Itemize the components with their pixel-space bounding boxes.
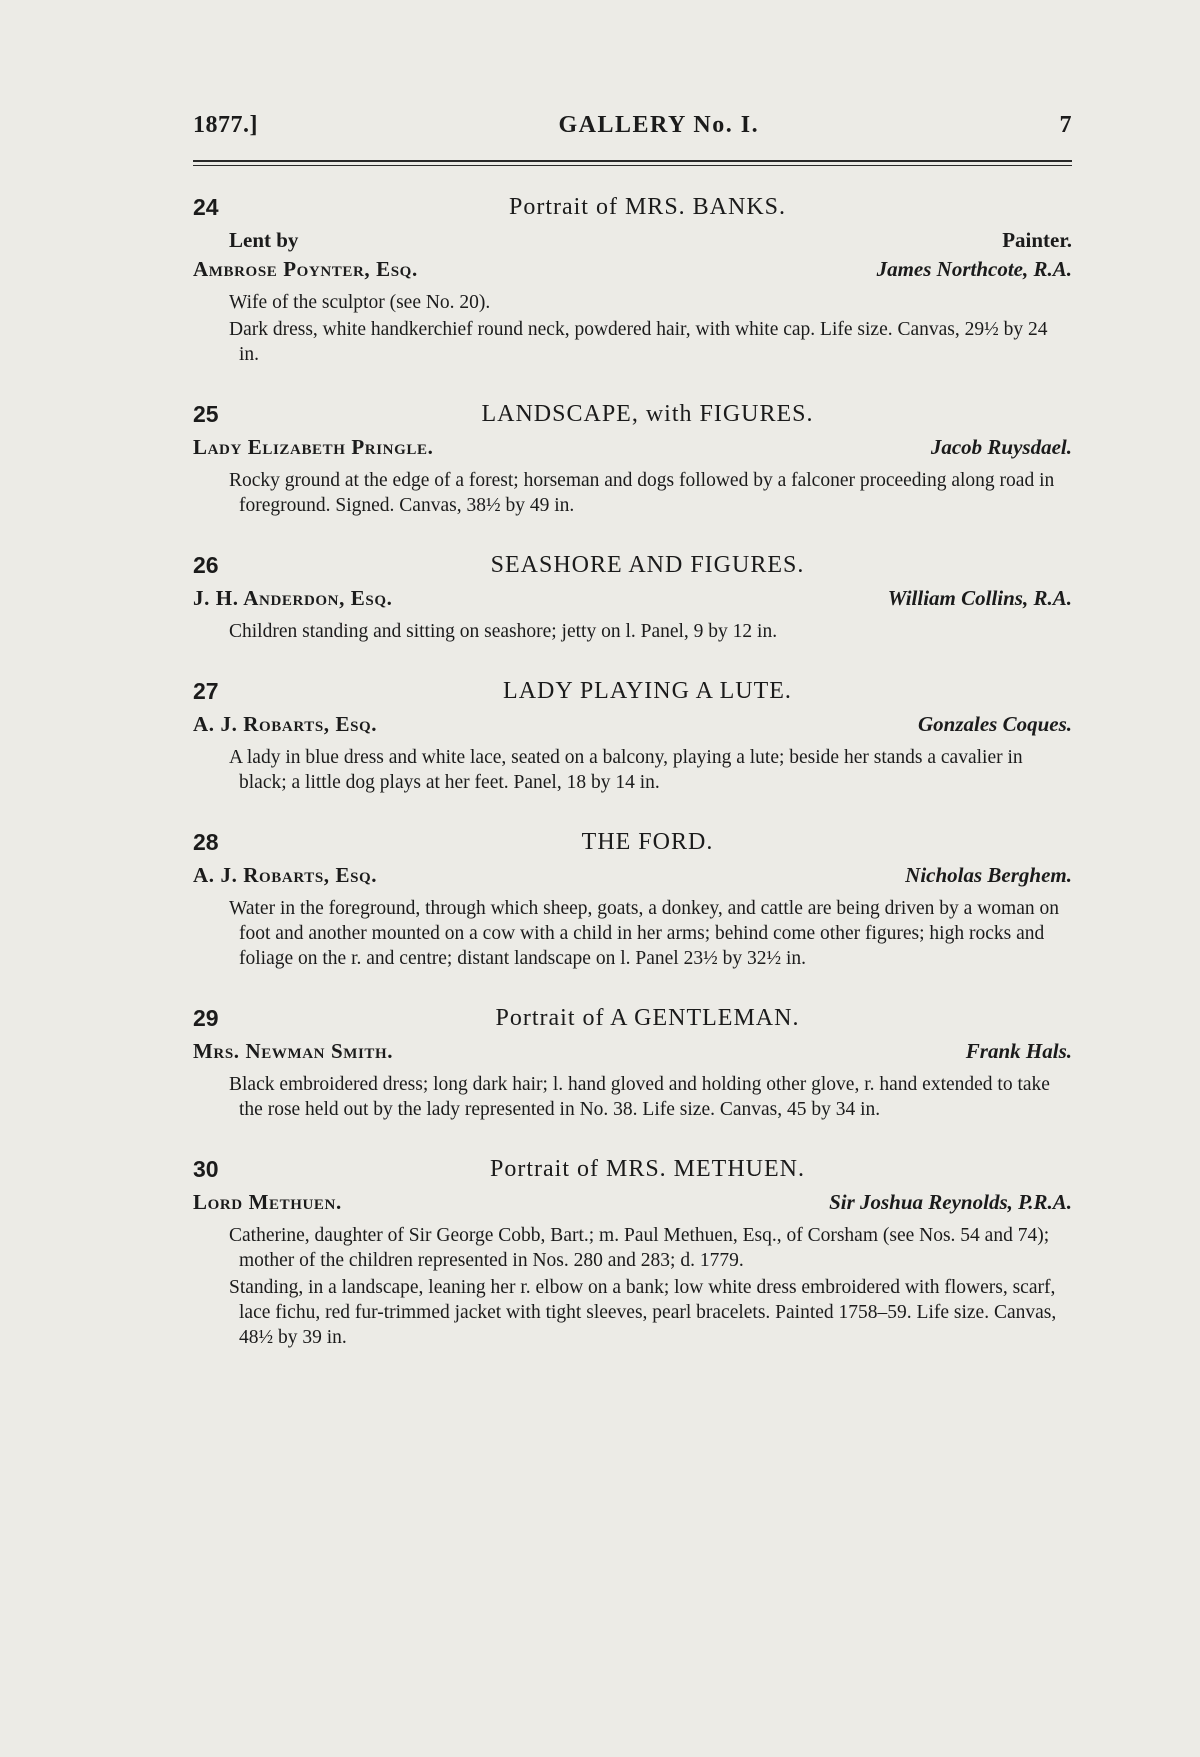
description-paragraph: Black embroidered dress; long dark hair; l. hand gloved and holding other glove, r. hand extended to take the rose held out by the lady represented in No. 38. Life size. Canvas, 45 by 34 in. — [229, 1074, 1050, 1120]
description-paragraph: Catherine, daughter of Sir George Cobb, Bart.; m. Paul Methuen, Esq., of Corsham (see Nos. 54 and 74); mother of the children represented in Nos. 280 and 283; d. 1779. — [229, 1225, 1050, 1271]
catalogue-entry — [193, 552, 1072, 644]
description-paragraph: A lady in blue dress and white lace, seated on a balcony, playing a lute; beside her stands a cavalier in black; a little dog plays at her feet. Panel, 18 by 14 in. — [229, 747, 1023, 793]
lender: A. J. Robarts, Esq. — [193, 712, 378, 736]
entry-description — [229, 619, 1072, 644]
painter: Sir Joshua Reynolds, P.R.A. — [829, 1190, 1072, 1214]
catalogue-entry — [193, 678, 1072, 795]
entry-description — [229, 896, 1072, 971]
lender-painter-row — [193, 863, 1072, 888]
lender: Ambrose Poynter, Esq. — [193, 257, 418, 281]
description-paragraph: Rocky ground at the edge of a forest; horseman and dogs followed by a falconer proceeding along road in foreground. Signed. Canvas, 38½ by 49 in. — [229, 470, 1055, 516]
entry-description — [229, 290, 1072, 367]
entry-number: 30 — [193, 1156, 219, 1182]
lender-painter-row — [193, 257, 1072, 282]
entry-title: Portrait of MRS. BANKS. — [508, 194, 787, 220]
running-head-title: GALLERY No. I. — [558, 112, 760, 138]
entry-number: 28 — [193, 829, 219, 855]
description-paragraph: Children standing and sitting on seashore; jetty on l. Panel, 9 by 12 in. — [229, 621, 778, 642]
lender: A. J. Robarts, Esq. — [193, 863, 378, 887]
column-labels — [193, 228, 1072, 253]
catalogue-entry — [193, 194, 1072, 367]
painter-label: Painter. — [1002, 228, 1072, 252]
entry-number: 29 — [193, 1005, 219, 1031]
entry-title: Portrait of A GENTLEMAN. — [495, 1005, 800, 1031]
entry-description — [229, 745, 1072, 795]
entry-title: LANDSCAPE, with FIGURES. — [481, 401, 814, 427]
catalogue-entry — [193, 1005, 1072, 1122]
lender: Lord Methuen. — [193, 1190, 342, 1214]
entry-number: 26 — [193, 552, 219, 578]
painter: James Northcote, R.A. — [876, 257, 1072, 281]
entry-title: SEASHORE AND FIGURES. — [490, 552, 805, 578]
lender-painter-row — [193, 435, 1072, 460]
lender: J. H. Anderdon, Esq. — [193, 586, 393, 610]
running-head-year: 1877.] — [193, 112, 258, 138]
entry-number: 27 — [193, 678, 219, 704]
entry-description — [229, 1223, 1072, 1350]
description-paragraph: Standing, in a landscape, leaning her r. elbow on a bank; low white dress embroidered with flowers, scarf, lace fichu, red fur-trimmed jacket with tight sleeves, pearl bracelets. Painted 1758–59. Life size. Canvas, 48½ by 39 in. — [229, 1277, 1057, 1348]
running-head — [193, 112, 1072, 148]
lent-by-label: Lent by — [229, 228, 299, 252]
lender-painter-row — [193, 586, 1072, 611]
entry-title: THE FORD. — [581, 829, 714, 855]
entry-description — [229, 1072, 1072, 1122]
entry-number: 24 — [193, 194, 219, 220]
painter: Frank Hals. — [965, 1039, 1072, 1063]
entry-title: Portrait of MRS. METHUEN. — [490, 1156, 805, 1182]
painter: William Collins, R.A. — [887, 586, 1072, 610]
catalogue-entry — [193, 829, 1072, 971]
entry-title: LADY PLAYING A LUTE. — [503, 678, 792, 704]
header-rule — [193, 160, 1072, 166]
entry-number: 25 — [193, 401, 219, 427]
description-paragraph: Dark dress, white handkerchief round neck, powdered hair, with white cap. Life size. Canvas, 29½ by 24 in. — [229, 319, 1048, 365]
lender: Mrs. Newman Smith. — [193, 1039, 394, 1063]
lender-painter-row — [193, 712, 1072, 737]
painter: Nicholas Berghem. — [905, 863, 1072, 887]
lender-painter-row — [193, 1190, 1072, 1215]
painter: Jacob Ruysdael. — [930, 435, 1072, 459]
entry-description — [229, 468, 1072, 518]
catalogue-entry — [193, 401, 1072, 518]
description-paragraph: Wife of the sculptor (see No. 20). — [229, 292, 491, 313]
lender-painter-row — [193, 1039, 1072, 1064]
lender: Lady Elizabeth Pringle. — [193, 435, 434, 459]
catalogue-entry — [193, 1156, 1072, 1350]
description-paragraph: Water in the foreground, through which sheep, goats, a donkey, and cattle are being driven by a woman on foot and another mounted on a cow with a child in her arms; behind come other figures; high rocks and foliage on the r. and centre; distant landscape on l. Panel 23½ by 32½ in. — [229, 898, 1059, 969]
painter: Gonzales Coques. — [917, 712, 1072, 736]
page-number: 7 — [1059, 112, 1072, 138]
